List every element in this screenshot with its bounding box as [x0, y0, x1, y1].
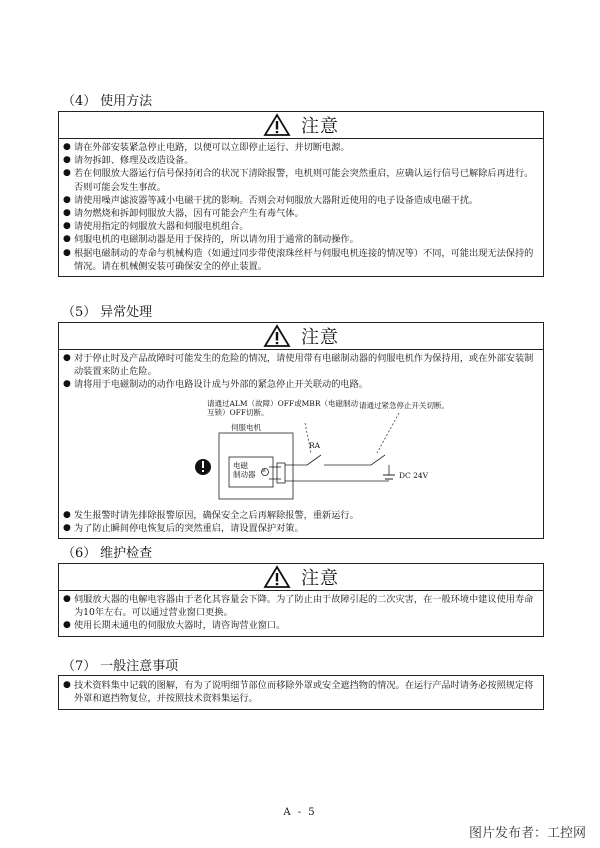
bullet-icon: ● [63, 234, 71, 245]
bullet-icon: ● [63, 680, 71, 690]
section-heading: 异常处理 [100, 305, 153, 320]
list-item: ● 发生报警时请先排除报警原因，确保安全之后再解除报警，重新运行。 [63, 509, 359, 521]
list-item: ● 伺服电机的电磁制动器是用于保持的，所以请勿用于通常的制动操作。 [63, 234, 359, 246]
list-item: ● 对于停止时及产品故障时可能发生的危险的情况，请使用带有电磁制动器的伺服电机作为保持用，或在外部安装制动装置来防止危险。 [63, 353, 534, 378]
list-item: ● 根据电磁制动的寿命与机械构造（如通过同步带使滚珠丝杆与伺服电机连接的情况等）不同，可能出现无法保持的情况。请在机械侧安装可确保安全的停止装置。 [63, 247, 534, 272]
section-4-title [62, 90, 152, 109]
list-item: ● 伺服放大器的电解电容器由于老化其容量会下降。为了防止由于故障引起的二次灾害，在一般环境中建议使用寿命为10年左右。可以通过营业窗口更换。 [63, 594, 534, 619]
section-heading: 一般注意事项 [100, 659, 179, 674]
diagram-b-label: B [262, 467, 266, 474]
caution-title: 注意 [301, 568, 339, 589]
bullet-icon: ● [63, 620, 71, 631]
warning-triangle-icon [263, 565, 291, 589]
caution-header [59, 112, 543, 139]
diagram-brake-label: 电磁 制动器 [233, 460, 256, 479]
bullet-icon: ● [63, 168, 71, 179]
list-item: ● 请勿燃烧和拆卸伺服放大器，因有可能会产生有毒气体。 [63, 208, 304, 220]
caution-box-5 [58, 322, 544, 539]
caution-header [59, 323, 543, 350]
bullet-icon: ● [63, 509, 71, 520]
diagram-note-right: 请通过紧急停止开关切断。 [359, 400, 449, 410]
list-item: ● 请勿拆卸、修理及改造设备。 [63, 155, 194, 167]
section-heading: 使用方法 [100, 94, 153, 109]
warning-triangle-icon [263, 324, 291, 348]
caution-header [59, 564, 543, 591]
caution-title: 注意 [301, 327, 339, 348]
section-number: （6） [62, 546, 97, 561]
bullet-icon: ● [63, 353, 71, 363]
list-item: ● 请将用于电磁制动的动作电路设计成与外部的紧急停止开关联动的电路。 [63, 379, 368, 391]
caution-box-6 [58, 563, 544, 637]
list-item: ● 若在伺服放大器运行信号保持闭合的状况下清除报警，电机则可能会突然重启，应确认运行信号已解除后再进行。否则可能会发生事故。 [63, 168, 534, 193]
section-5-title [62, 301, 152, 320]
diagram-motor-label: 伺服电机 [231, 422, 261, 432]
brake-circuit-diagram [59, 395, 543, 507]
caution-box-4 [58, 111, 544, 277]
diagram-supply-label: DC 24V [399, 470, 429, 480]
section-number: （5） [62, 305, 97, 320]
bullet-icon: ● [63, 221, 71, 232]
bullet-icon: ● [63, 594, 71, 604]
bullet-icon: ● [63, 379, 71, 390]
bullet-icon: ● [63, 208, 71, 219]
section-6-title [62, 542, 152, 561]
section-number: （4） [62, 94, 97, 109]
list-item: ● 请在外部安装紧急停止电路，以便可以立即停止运行、并切断电源。 [63, 142, 350, 153]
list-item: ● 请使用噪声滤波器等减小电磁干扰的影响。否则会对伺服放大器附近使用的电子设备造成电磁干扰。 [63, 194, 479, 206]
image-credit: 图片发布者：工控网 [468, 826, 586, 841]
page-number: A - 5 [283, 807, 317, 818]
bullet-icon: ● [63, 247, 71, 258]
section-heading: 维护检查 [100, 546, 153, 561]
list-item: ● 为了防止瞬间停电恢复后的突然重启，请设置保护对策。 [63, 522, 304, 534]
bullet-icon: ● [63, 142, 71, 152]
list-item: ● 使用长期未通电的伺服放大器时，请咨询营业窗口。 [63, 620, 286, 632]
diagram-note-left: 请通过ALM（故障）OFF或MBR（电磁制动 互锁）OFF切断。 [207, 398, 358, 417]
section-7-title [62, 655, 178, 674]
general-notes-box [58, 675, 544, 710]
diagram-relay-label: RA [309, 440, 321, 450]
section-number: （7） [62, 659, 97, 674]
list-item: ● 请使用指定的伺服放大器和伺服电机组合。 [63, 221, 249, 233]
bullet-icon: ● [63, 155, 71, 166]
bullet-icon: ● [63, 522, 71, 533]
warning-triangle-icon [263, 113, 291, 137]
caution-title: 注意 [301, 116, 339, 137]
bullet-icon: ● [63, 194, 71, 205]
list-item: ● 技术资料集中记载的图解，有为了说明细节部位而移除外罩或安全遮挡物的情况。在运行产品时请务必按照规定将外罩和遮挡物复位，并按照技术资料集运行。 [63, 680, 534, 705]
